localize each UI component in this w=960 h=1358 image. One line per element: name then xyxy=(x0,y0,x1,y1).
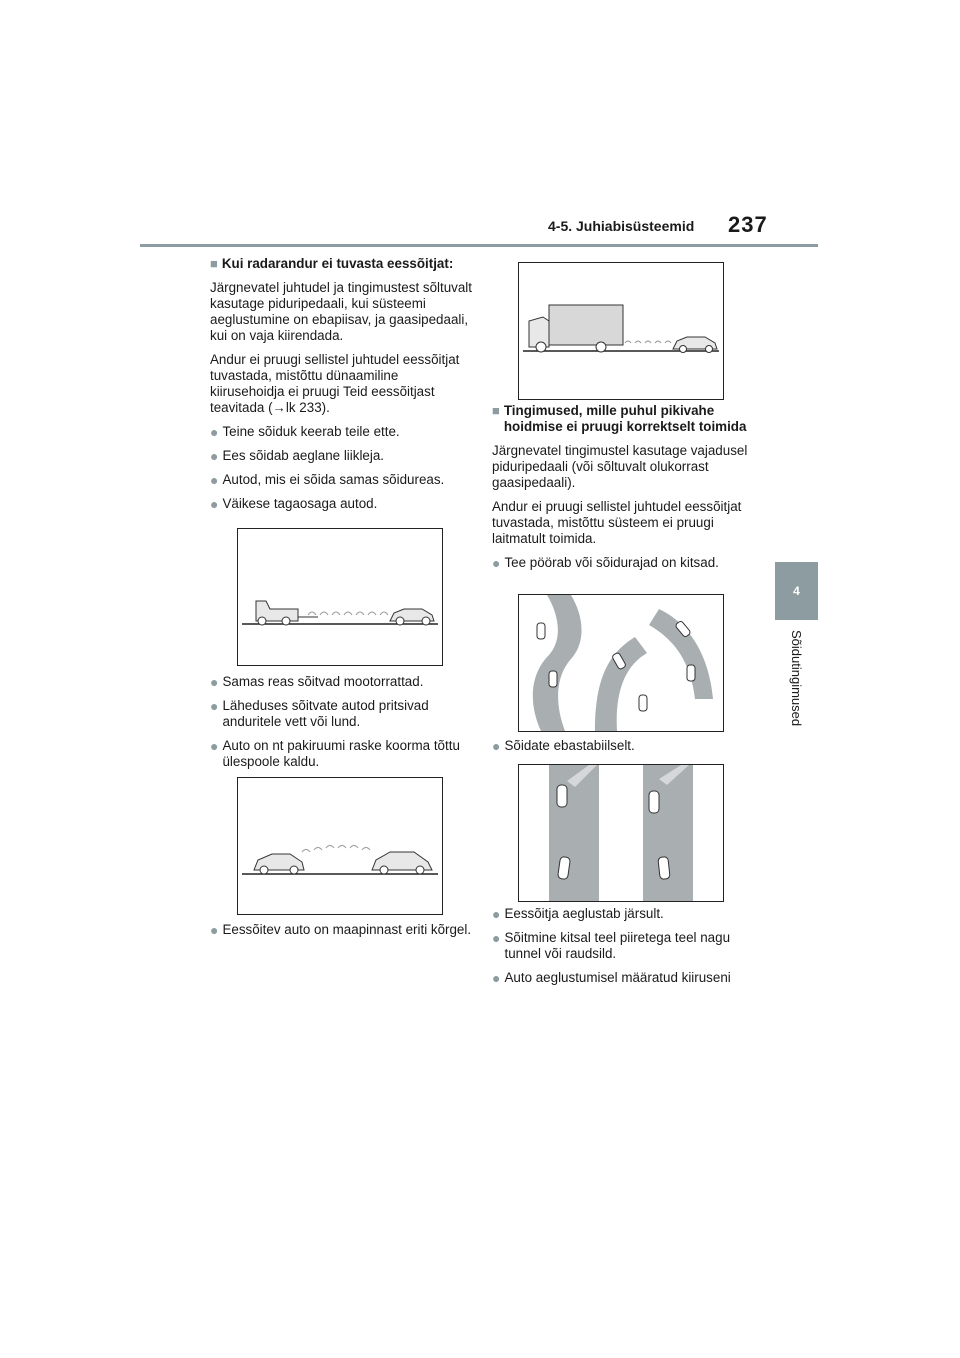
left-column-list-c xyxy=(210,922,472,946)
paragraph: Järgnevatel juhtudel ja tingimustest sõltuvalt kasutage piduripedaali, kui süsteemi aeglustumine on ebapiisav, ja gaasipedaali, kui on vaja kiirendada. xyxy=(210,280,473,343)
list-item xyxy=(210,424,472,440)
bullet-icon: ● xyxy=(210,922,219,938)
unstable-driving-illustration xyxy=(519,765,723,901)
paragraph: Andur ei pruugi sellistel juhtudel eessõitjat tuvastada, mistõttu süsteem ei pruugi laitmatult toimida. xyxy=(492,499,742,546)
bullet-icon: ● xyxy=(492,970,501,986)
chapter-label: Sõidutingimused xyxy=(789,630,804,727)
figure-curved-roads xyxy=(518,594,724,732)
figure-high-truck xyxy=(518,262,724,400)
chapter-tab xyxy=(775,562,818,620)
figure-tow-truck xyxy=(237,528,443,666)
bullet-icon: ● xyxy=(492,930,501,946)
right-column xyxy=(492,403,754,579)
bullet-icon: ● xyxy=(210,738,219,754)
list-item-text: Auto on nt pakiruumi raske koorma tõttu ülespoole kaldu. xyxy=(222,738,460,769)
bullet-icon: ● xyxy=(210,496,219,512)
tow-truck-illustration xyxy=(238,529,442,665)
section-title: 4-5. Juhiabisüsteemid xyxy=(548,218,695,234)
chapter-number: 4 xyxy=(793,584,800,598)
list-item xyxy=(492,906,754,922)
list-item xyxy=(492,555,754,571)
list-item xyxy=(492,738,754,754)
bullet-icon: ● xyxy=(210,674,219,690)
list-item xyxy=(210,496,472,512)
left-column xyxy=(210,256,472,520)
bullet-icon: ● xyxy=(492,738,501,754)
list-item xyxy=(210,448,472,464)
list-item xyxy=(210,472,472,488)
bullet-icon: ● xyxy=(210,472,219,488)
list-item-text: Samas reas sõitvad mootorrattad. xyxy=(222,674,424,689)
list-item-text: Teine sõiduk keerab teile ette. xyxy=(222,424,400,439)
left-column-list-b xyxy=(210,674,472,778)
section-heading xyxy=(492,403,754,435)
heading-text: Kui radarandur ei tuvasta eessõitjat: xyxy=(221,256,454,271)
paragraph: Järgnevatel tingimustel kasutage vajadusel piduripedaali (või sõltuvalt olukorrast gaasipedaali). xyxy=(492,443,748,490)
bullet-icon: ● xyxy=(492,906,501,922)
list-item-text: Auto aeglustumisel määratud kiiruseni xyxy=(504,970,731,985)
list-item-text: Väikese tagaosaga autod. xyxy=(222,496,378,511)
list-item xyxy=(492,930,754,962)
list-item-text: Autod, mis ei sõida samas sõidureas. xyxy=(222,472,445,487)
list-item xyxy=(492,970,754,986)
right-column-list-b xyxy=(492,738,754,762)
bullet-icon: ● xyxy=(210,698,219,714)
square-bullet-icon: ■ xyxy=(210,256,218,271)
high-truck-illustration xyxy=(519,263,723,399)
section-heading xyxy=(210,256,472,272)
bullet-icon: ● xyxy=(492,555,501,571)
right-column-list-c xyxy=(492,906,754,994)
list-item-text: Ees sõidab aeglane liikleja. xyxy=(222,448,385,463)
bullet-icon: ● xyxy=(210,424,219,440)
page-number: 237 xyxy=(728,212,768,237)
list-item-text: Eessõitev auto on maapinnast eriti kõrgel. xyxy=(222,922,472,937)
header-divider xyxy=(140,244,818,247)
square-bullet-icon: ■ xyxy=(492,403,500,418)
list-item xyxy=(210,674,472,690)
paragraph: Andur ei pruugi sellistel juhtudel eessõitjat tuvastada, mistõttu dünaamiline kiirusehoidja ei pruugi Teid eessõitjast teavitada (→lk 233). xyxy=(210,352,460,415)
list-item xyxy=(210,738,472,770)
figure-unstable-driving xyxy=(518,764,724,902)
figure-tilted-car xyxy=(237,777,443,915)
list-item xyxy=(210,698,472,730)
tilted-car-illustration xyxy=(238,778,442,914)
bullet-icon: ● xyxy=(210,448,219,464)
list-item-text: Sõitmine kitsal teel piiretega teel nagu tunnel või raudsild. xyxy=(504,930,731,961)
list-item-text: Eessõitja aeglustab järsult. xyxy=(504,906,664,921)
curved-roads-illustration xyxy=(519,595,723,731)
list-item-text: Sõidate ebastabiilselt. xyxy=(504,738,635,753)
list-item xyxy=(210,922,472,938)
heading-text: Tingimused, mille puhul pikivahe hoidmise ei pruugi korrektselt toimida xyxy=(503,403,747,434)
list-item-text: Läheduses sõitvate autod pritsivad anduritele vett või lund. xyxy=(222,698,429,729)
list-item-text: Tee pöörab või sõidurajad on kitsad. xyxy=(504,555,719,570)
